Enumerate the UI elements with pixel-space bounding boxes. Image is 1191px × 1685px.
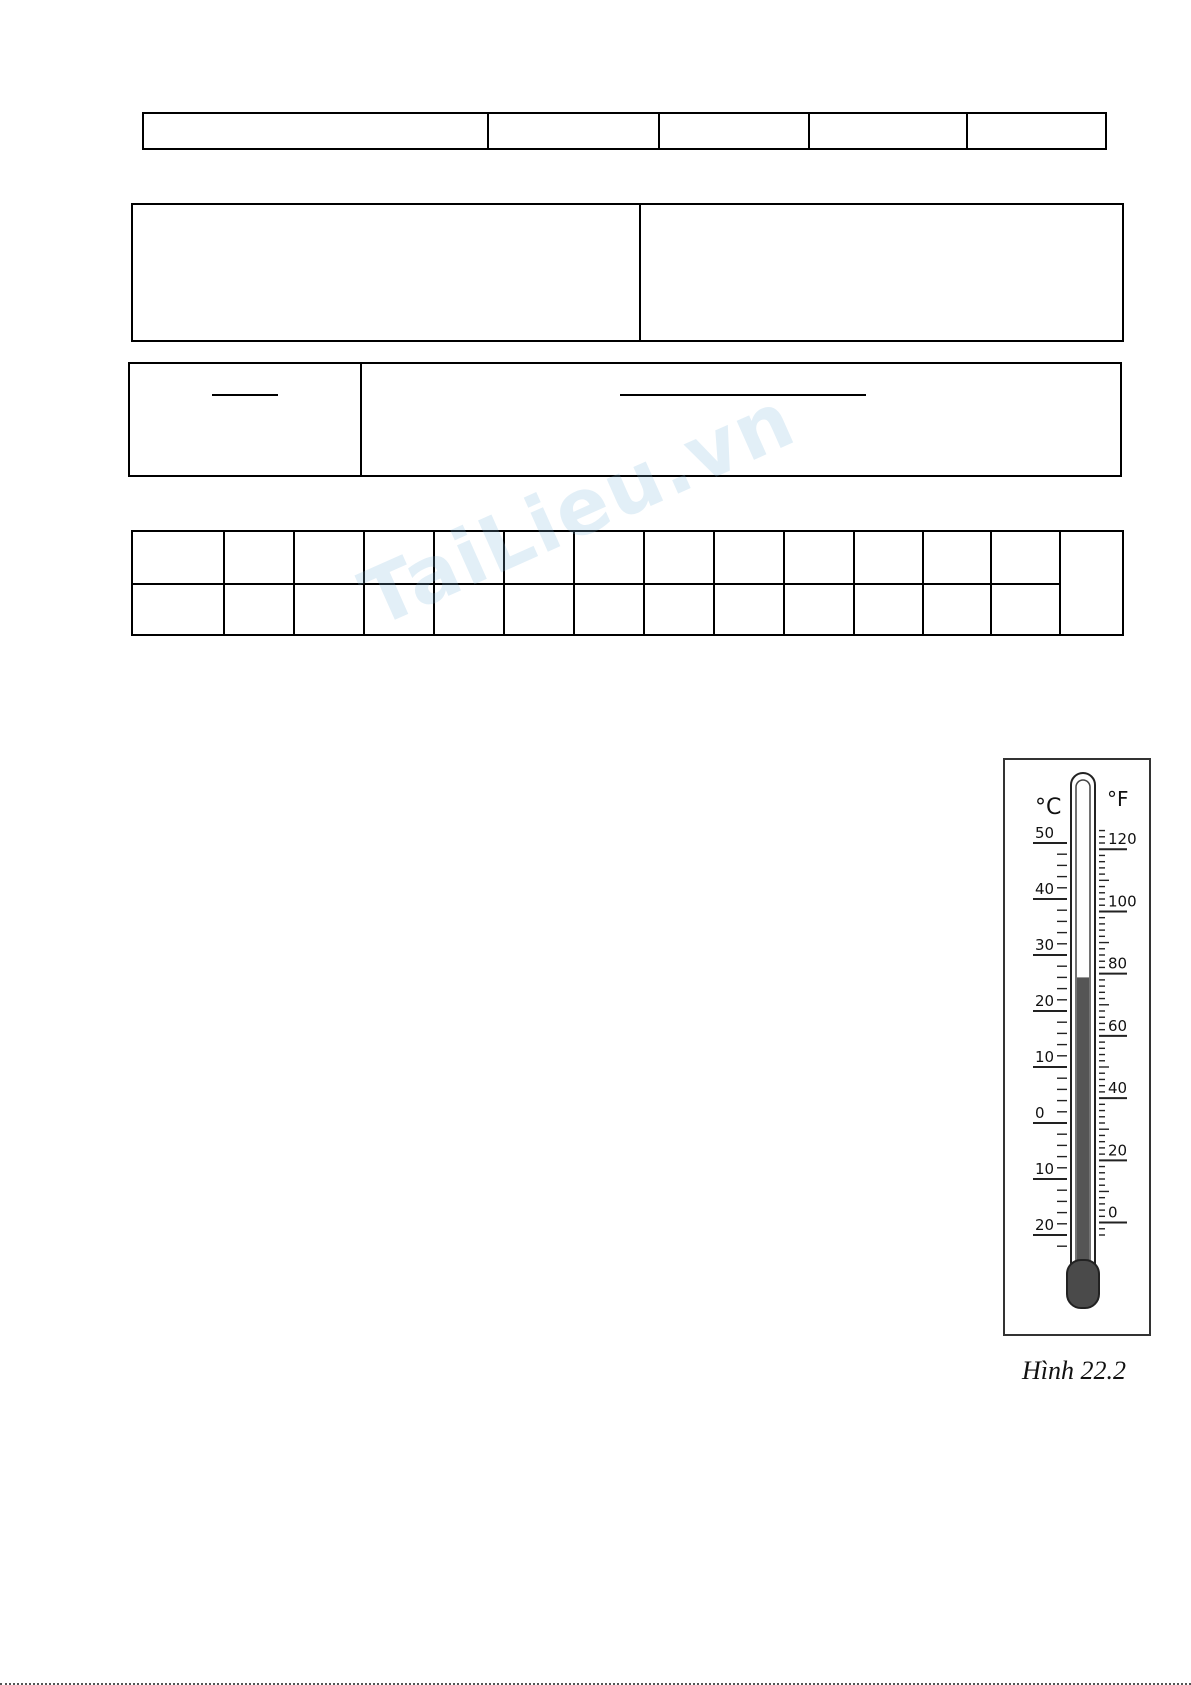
celsius-tick-label: 20 [1035,1216,1055,1234]
fahrenheit-tick-label: 80 [1108,954,1128,973]
comment-label-underline [620,394,866,396]
thermometer-drawing [1005,760,1149,1334]
celsius-tick-label: 50 [1035,824,1055,842]
fahrenheit-tick-label: 60 [1108,1016,1128,1035]
grid-col-divider [223,532,225,634]
celsius-scale [1033,824,1067,1246]
celsius-unit-label: °C [1035,795,1062,820]
grid-col-divider [853,532,855,634]
score-comment-box [128,362,1122,477]
fahrenheit-tick-label: 120 [1108,830,1137,849]
header-info-table [142,112,1107,150]
answer-grid [131,530,1124,636]
fahrenheit-tick-label: 0 [1108,1203,1118,1222]
celsius-tick-label: 40 [1035,880,1055,898]
table-divider [487,114,489,148]
table-divider [658,114,660,148]
table-divider [639,205,641,340]
grid-col-divider [713,532,715,634]
grid-col-divider [503,532,505,634]
grid-col-divider [643,532,645,634]
score-label-underline [212,394,278,396]
fahrenheit-unit-label: °F [1107,787,1129,811]
liquid-column [1077,977,1089,1260]
fahrenheit-scale [1099,830,1137,1235]
celsius-tick-label: 30 [1035,936,1055,954]
grid-col-divider [783,532,785,634]
fahrenheit-tick-label: 100 [1108,892,1137,911]
table-divider [360,364,362,475]
school-exam-header-box [131,203,1124,342]
watermark-text: TaiLieu.vn [348,374,809,645]
thermometer-figure [1003,758,1151,1336]
celsius-tick-label: 0 [1035,1104,1045,1122]
grid-col-divider [1059,532,1061,634]
celsius-tick-label: 10 [1035,1160,1055,1178]
grid-col-divider [573,532,575,634]
fahrenheit-tick-label: 40 [1108,1079,1128,1098]
table-divider [808,114,810,148]
celsius-tick-label: 10 [1035,1048,1055,1066]
thermometer-bulb [1067,1260,1099,1308]
thermometer-tube [1067,773,1099,1308]
fahrenheit-tick-label: 20 [1108,1141,1128,1160]
grid-row-divider [133,583,1060,585]
table-divider [966,114,968,148]
grid-col-divider [990,532,992,634]
grid-col-divider [922,532,924,634]
grid-col-divider [293,532,295,634]
figure-caption: Hình 22.2 [1022,1356,1126,1385]
grid-col-divider [363,532,365,634]
celsius-tick-label: 20 [1035,992,1055,1010]
grid-col-divider [433,532,435,634]
